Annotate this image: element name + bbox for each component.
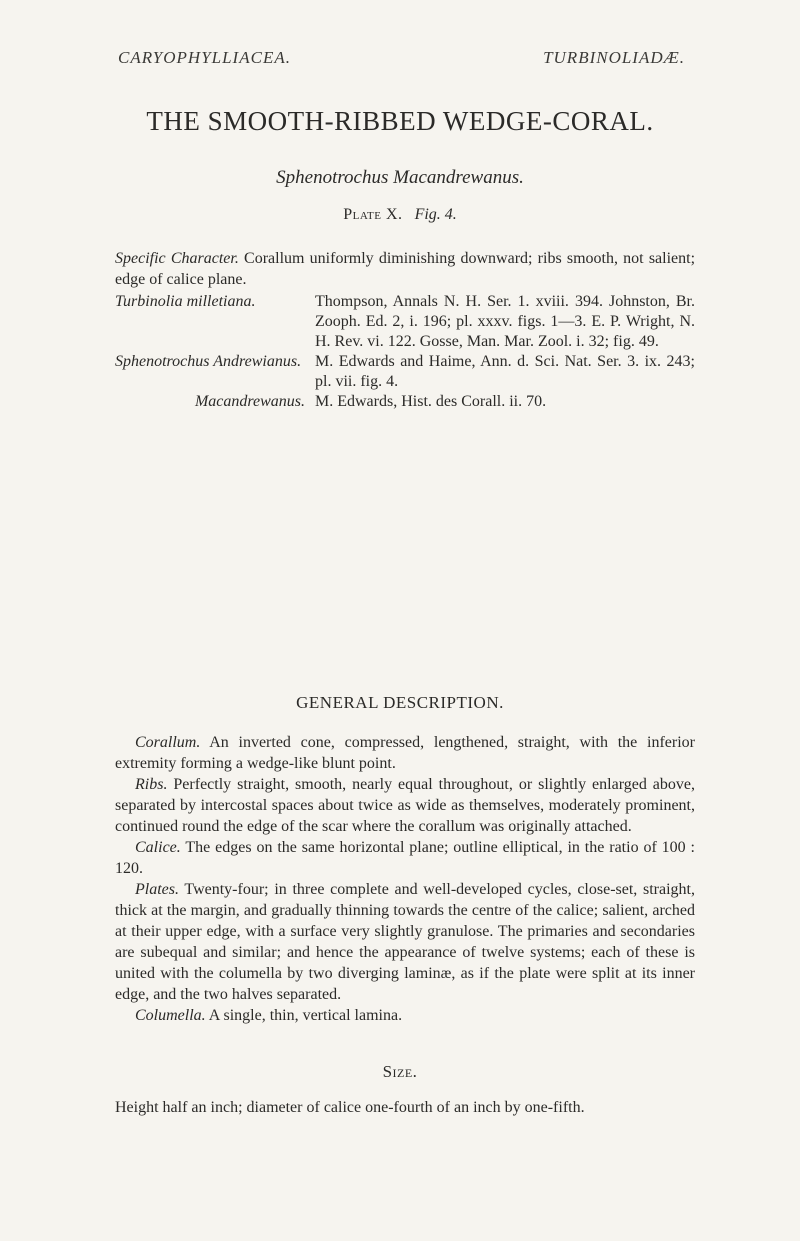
paragraph-label: Ribs. [135, 776, 168, 793]
specific-character [115, 248, 695, 290]
description-paragraph [115, 879, 695, 1005]
paragraph-text: Twenty-four; in three complete and well-developed cycles, close-set, straight, thick at the margin, and gradually thinning towards the centre of the calice; salient, arched at their upper edge, with a surface very slightly granulose. The primaries and secondaries are subequal and similar; and hence the appearance of twelve systems; each of these is united with the columella by two diverging laminæ, as if the plate were split at its inner edge, and the two halves separated. [115, 881, 695, 1003]
general-description-heading: GENERAL DESCRIPTION. [296, 693, 504, 712]
synonym-name: Turbinolia milletiana. [115, 293, 256, 310]
synonym-name: Sphenotrochus Andrewianus. [115, 353, 302, 370]
running-head-subfamily: TURBINOLIADÆ. [543, 48, 685, 67]
specific-character-label: Specific Character. [115, 250, 239, 267]
size-text: Height half an inch; diameter of calice one-fourth of an inch by one-fifth. [115, 1099, 585, 1116]
general-description [115, 732, 695, 1026]
synonym-name: Macandrewanus. [194, 393, 305, 410]
size-heading: Size. [382, 1062, 418, 1081]
species-name: Sphenotrochus Macandrewanus. [276, 167, 524, 188]
synonym-entry [115, 292, 695, 352]
description-paragraph [115, 774, 695, 837]
paragraph-text: Perfectly straight, smooth, nearly equal throughout, or slightly enlarged above, separated by intercostal spaces about twice as wide as themselves, moderately prominent, continued round the edge of the scar where the corallum was originally attached. [115, 776, 696, 835]
running-head [118, 48, 685, 68]
paragraph-label: Calice. [135, 839, 181, 856]
description-paragraph [115, 1005, 695, 1026]
plate-reference [0, 206, 800, 224]
specific-character-text: Corallum uniformly diminishing downward; ribs smooth, not salient; edge of calice plane. [115, 250, 696, 288]
paragraph-label: Columella. [135, 1007, 206, 1024]
paragraph-text: A single, thin, vertical lamina. [208, 1007, 403, 1024]
synonym-references: M. Edwards, Hist. des Corall. ii. 70. [315, 393, 547, 410]
page-title: THE SMOOTH-RIBBED WEDGE-CORAL. [146, 106, 654, 136]
paragraph-label: Corallum. [135, 734, 201, 751]
running-head-family: CARYOPHYLLIACEA. [118, 48, 291, 67]
synonym-entry [115, 392, 695, 412]
synonymy-list [115, 292, 695, 412]
synonym-references: Thompson, Annals N. H. Ser. 1. xviii. 394. Johnston, Br. Zooph. Ed. 2, i. 196; pl. xxxv. figs. 1—3. E. P. Wright, N. H. Rev. vi. 122. Gosse, Man. Mar. Zool. i. 32; fig. 49. [315, 293, 695, 350]
description-paragraph [115, 732, 695, 774]
paragraph-text: The edges on the same horizontal plane; outline elliptical, in the ratio of 100 : 120. [115, 839, 696, 877]
synonym-references: M. Edwards and Haime, Ann. d. Sci. Nat. Ser. 3. ix. 243; pl. vii. fig. 4. [315, 353, 695, 390]
synonym-entry [115, 352, 695, 392]
paragraph-label: Plates. [135, 881, 179, 898]
figure-label: Fig. 4. [414, 206, 457, 223]
paragraph-text: An inverted cone, compressed, lengthened, straight, with the inferior extremity forming a wedge-like blunt point. [115, 734, 695, 772]
description-paragraph [115, 837, 695, 879]
plate-label: Plate X. [343, 206, 403, 223]
